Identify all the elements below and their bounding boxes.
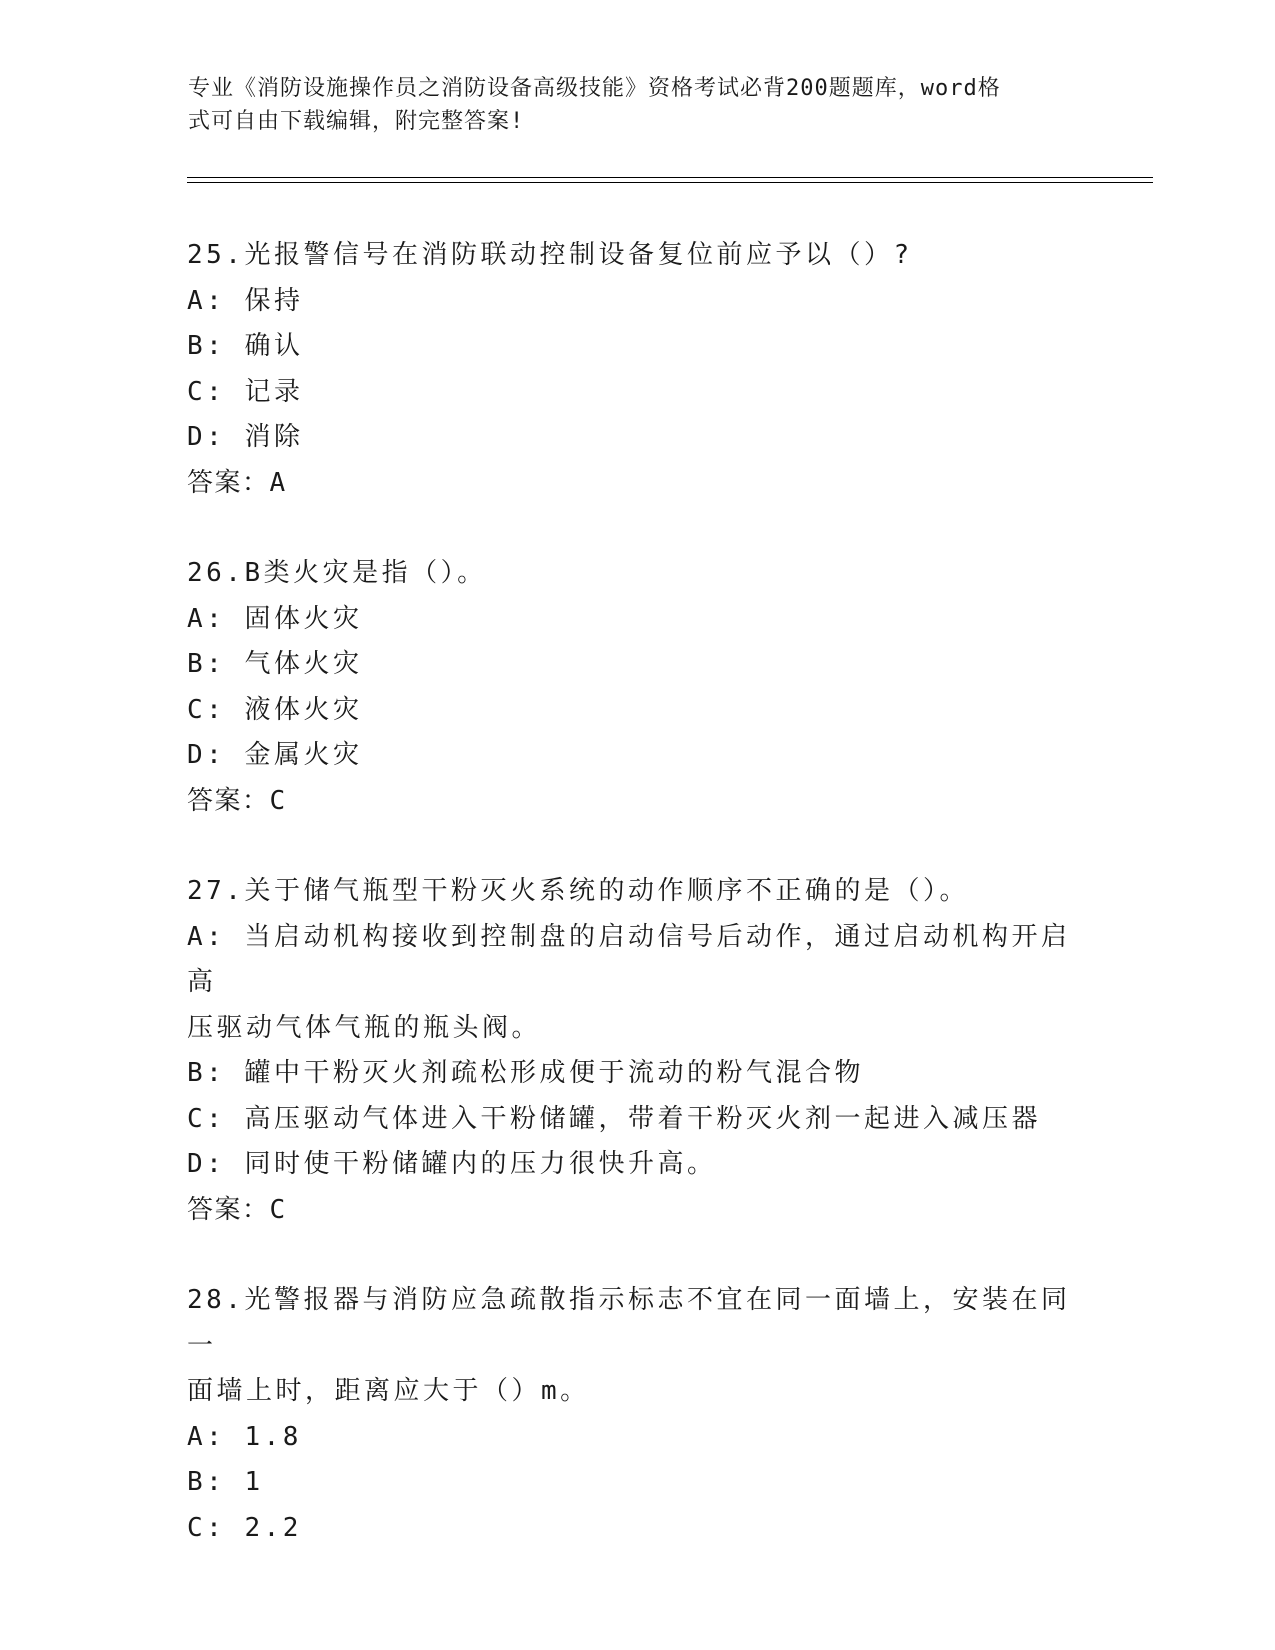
question-item [187, 1278, 1087, 1551]
answer-value: A [269, 467, 287, 498]
answer-option [187, 642, 1087, 688]
option-text: 同时使干粉储罐内的压力很快升高。 [244, 1149, 717, 1179]
option-text: 固体火灾 [244, 603, 363, 634]
option-letter: A: [187, 285, 226, 316]
answer-label: 答案： [187, 1194, 270, 1225]
option-text: 消除 [244, 422, 304, 452]
option-letter: A: [187, 921, 226, 952]
question-item [187, 233, 1087, 506]
answer-value: C [269, 785, 287, 816]
answer-option [187, 688, 1087, 734]
option-letter: D: [187, 1149, 226, 1179]
answer-key [187, 779, 1087, 825]
answer-option [187, 1097, 1087, 1143]
option-letter: D: [187, 740, 226, 770]
answer-option [187, 1006, 1087, 1052]
option-letter: B: [187, 649, 226, 679]
header-line-2: 式可自由下载编辑，附完整答案! [188, 109, 525, 134]
question-stem: 27.关于储气瓶型干粉灭火系统的动作顺序不正确的是（）。 [187, 876, 969, 906]
question-stem: 26.B类火灾是指（）。 [187, 558, 487, 588]
option-text: 高压驱动气体进入干粉储罐，带着干粉灭火剂一起进入减压器 [244, 1103, 1041, 1134]
option-text: 当启动机构接收到控制盘的启动信号后动作，通过启动机构开启高 [187, 921, 1071, 997]
answer-label: 答案： [187, 785, 270, 816]
header-divider-bottom [187, 182, 1153, 183]
option-text: 压驱动气体气瓶的瓶头阀。 [187, 1012, 542, 1043]
option-letter: B: [187, 1058, 226, 1088]
question-stem: 25.光报警信号在消防联动控制设备复位前应予以（）? [187, 240, 913, 270]
question-stem: 面墙上时，距离应大于（）m。 [187, 1376, 590, 1406]
answer-option [187, 1142, 1087, 1188]
option-letter: C: [187, 1103, 226, 1134]
answer-option [187, 915, 1087, 1006]
answer-option [187, 415, 1087, 461]
question-item [187, 551, 1087, 824]
option-text: 保持 [244, 285, 304, 316]
question-list [187, 233, 1087, 1596]
answer-key [187, 461, 1087, 507]
option-text: 金属火灾 [244, 740, 363, 770]
option-letter: B: [187, 331, 226, 361]
answer-value: C [269, 1194, 287, 1225]
document-header [188, 72, 1088, 138]
question-item [187, 869, 1087, 1233]
header-line-1: 专业《消防设施操作员之消防设备高级技能》资格考试必背200题题库，word格 [188, 76, 1001, 101]
option-text: 确认 [244, 331, 304, 361]
option-letter: A: [187, 603, 226, 634]
question-stem: 28.光警报器与消防应急疏散指示标志不宜在同一面墙上，安装在同一 [187, 1285, 1071, 1361]
answer-option [187, 1460, 1087, 1506]
option-text: 2.2 [244, 1512, 302, 1543]
option-text: 1 [244, 1467, 264, 1497]
option-text: 记录 [244, 376, 304, 407]
option-text: 罐中干粉灭火剂疏松形成便于流动的粉气混合物 [244, 1058, 864, 1088]
option-text: 液体火灾 [244, 694, 363, 725]
answer-option [187, 733, 1087, 779]
option-letter: C: [187, 376, 226, 407]
answer-option [187, 1051, 1087, 1097]
option-text: 气体火灾 [244, 649, 363, 679]
option-letter: A: [187, 1421, 226, 1452]
answer-option [187, 1506, 1087, 1552]
answer-option [187, 279, 1087, 325]
answer-option [187, 597, 1087, 643]
header-divider-top [187, 177, 1153, 178]
option-text: 1.8 [244, 1421, 302, 1452]
option-letter: C: [187, 694, 226, 725]
option-letter: C: [187, 1512, 226, 1543]
answer-key [187, 1188, 1087, 1234]
answer-option [187, 370, 1087, 416]
answer-option [187, 1415, 1087, 1461]
option-letter: B: [187, 1467, 226, 1497]
answer-option [187, 324, 1087, 370]
option-letter: D: [187, 422, 226, 452]
answer-label: 答案： [187, 467, 270, 498]
